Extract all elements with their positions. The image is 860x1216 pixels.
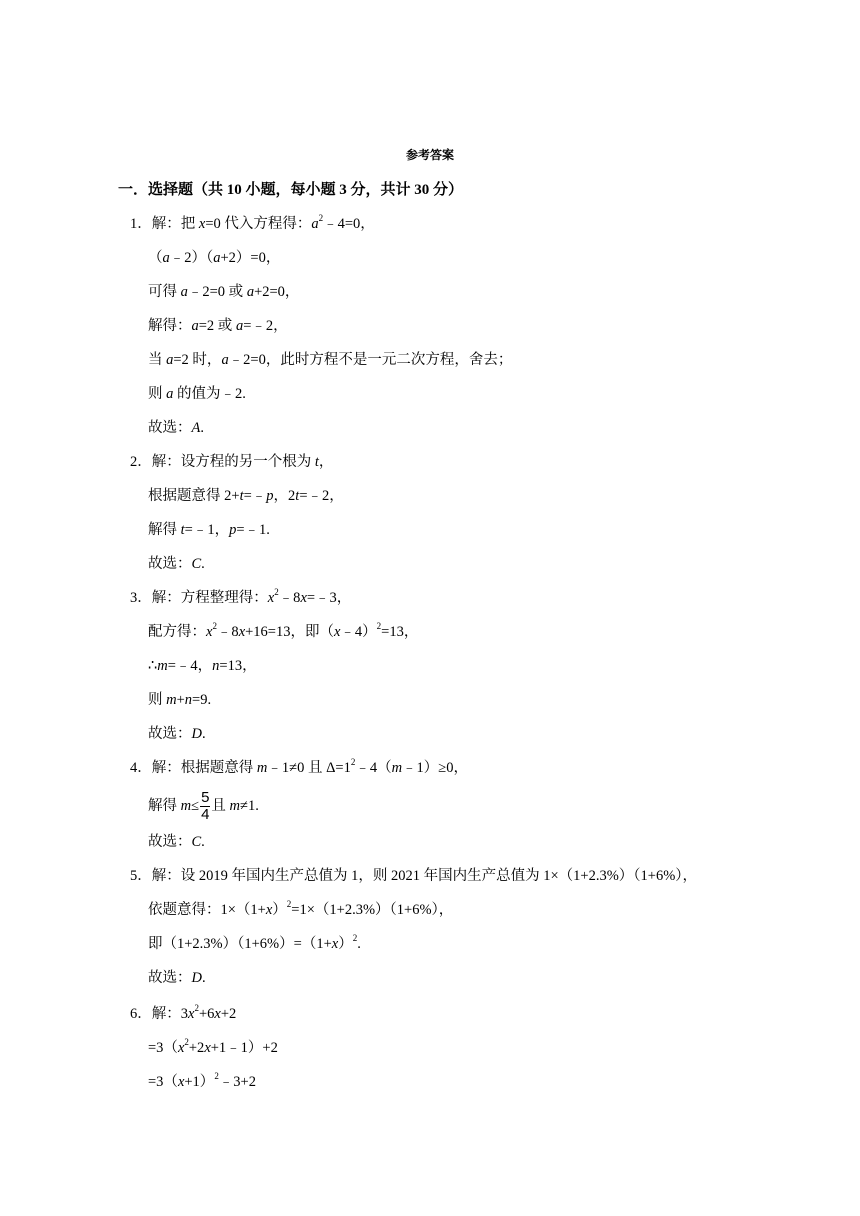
q4-answer: 故选：C.: [148, 834, 205, 850]
q6-line-2: $=3(x^2+2x+1﹣1)+2$: [148, 1037, 278, 1056]
fraction-denominator: 4: [201, 806, 210, 823]
q1-line-4: 解得：a=2 或 a=﹣2，: [148, 318, 288, 334]
q5-answer: 故选：D.: [148, 970, 206, 986]
q3-line-2: 配方得：$x^2﹣8x+16=13$，即（x﹣4）$^2$=13，: [148, 621, 419, 640]
q6-line-3: $=3(x+1)^2﹣3+2$: [148, 1071, 256, 1090]
q4-line-1: 4．解：根据题意得 m﹣1≠0 且 $\Delta=1^2﹣4(m﹣1)\ge 0$，: [130, 757, 469, 776]
q6-line-1: 6．解：$3x^2+6x+2$: [130, 1003, 237, 1022]
fraction: [200, 790, 210, 823]
q2-line-3: 解得 t=﹣1，p=﹣1.: [148, 522, 270, 538]
page-title: 参考答案: [405, 148, 454, 162]
q1-answer: 故选：A.: [148, 420, 204, 436]
q3-answer: 故选：D.: [148, 726, 206, 742]
q1-line-6: 则 a 的值为﹣2.: [148, 386, 246, 402]
fraction-numerator: 5: [201, 789, 210, 806]
q1-line-3: 可得 a﹣2=0 或 a+2=0，: [148, 284, 300, 300]
q5-line-1: 5．解：设 2019 年国内生产总值为 1，则 2021 年国内生产总值为 1×（1+2.3%）（1+6%），: [130, 868, 698, 884]
q2-line-1: 2．解：设方程的另一个根为 t，: [130, 454, 334, 470]
q2-line-2: 根据题意得 2+t=﹣p，2t=﹣2，: [148, 488, 344, 504]
section-heading: 一．选择题（共 10 小题，每小题 3 分，共计 30 分）: [118, 182, 464, 198]
q1-line-2: （a﹣2）（a+2）=0，: [148, 250, 281, 266]
q5-line-2: 依题意得：$1\times(1+x)^2=1\times(1+2.3\%)(1+6\%)$，: [148, 899, 454, 918]
q2-answer: 故选：C.: [148, 556, 205, 572]
q1-line-5: 当 a=2 时，a﹣2=0，此时方程不是一元二次方程，舍去；: [148, 352, 513, 368]
q5-line-3: 即$(1+2.3\%)(1+6\%)=(1+x)^2$.: [148, 933, 361, 952]
q3-line-3: ∴m=﹣4，n=13，: [148, 658, 257, 674]
q1-line-1: 1．解：把 x=0 代入方程得：$a^2﹣4=0$，: [130, 213, 375, 232]
q3-line-1: 3．解：方程整理得：$x^2﹣8x=﹣3$，: [130, 587, 352, 606]
q3-line-4: 则 m+n=9.: [148, 692, 212, 708]
q4-line-2: 解得 m≤ $\frac{5}{4}$ 且 m≠1.: [148, 789, 259, 823]
